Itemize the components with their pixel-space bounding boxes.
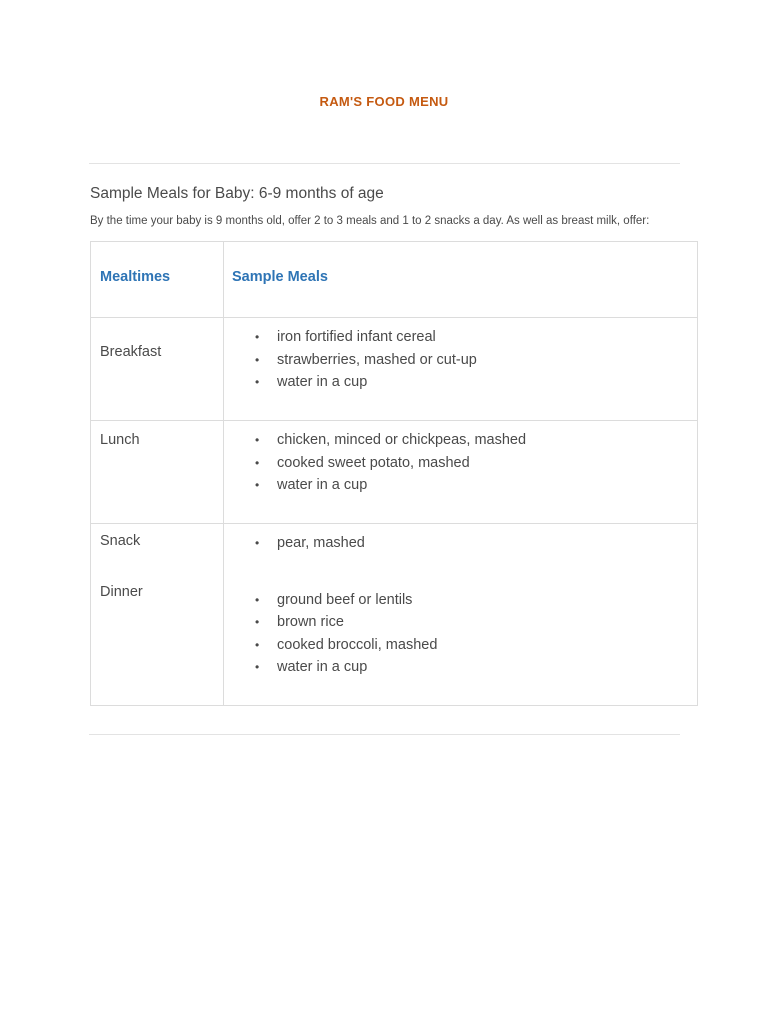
table-row-snack-dinner (91, 524, 698, 706)
list-item: • iron fortified infant cereal (255, 326, 696, 349)
meals-cell (224, 524, 698, 706)
section-heading: Sample Meals for Baby: 6-9 months of age (90, 185, 384, 202)
header-mealtimes: Mealtimes (100, 269, 171, 285)
mealtime-dinner: Dinner (100, 584, 143, 600)
mealtime-breakfast: Breakfast (100, 344, 162, 360)
lunch-list (225, 422, 696, 497)
meal-table (90, 241, 698, 706)
table-row-breakfast (91, 318, 698, 421)
divider-bottom (89, 734, 680, 735)
list-item: • ground beef or lentils (255, 589, 696, 612)
list-item: • water in a cup (255, 656, 696, 679)
document-title: RAM'S FOOD MENU (319, 94, 449, 109)
table-header-row (91, 242, 698, 318)
intro-text: By the time your baby is 9 months old, offer 2 to 3 meals and 1 to 2 snacks a day. As well as breast milk, offer: (90, 215, 650, 227)
table-row-lunch (91, 421, 698, 524)
mealtime-cell (91, 421, 224, 524)
list-item: • cooked broccoli, mashed (255, 634, 696, 657)
mealtime-cell (91, 524, 224, 706)
divider-top (89, 163, 680, 164)
list-item: • brown rice (255, 611, 696, 634)
list-item: • cooked sweet potato, mashed (255, 452, 696, 475)
meals-cell (224, 421, 698, 524)
dinner-list (225, 555, 696, 679)
snack-list (225, 525, 696, 555)
header-sample-meals: Sample Meals (232, 269, 328, 285)
mealtime-cell (91, 318, 224, 421)
mealtime-snack: Snack (100, 533, 141, 549)
list-item: • chicken, minced or chickpeas, mashed (255, 429, 696, 452)
list-item: • pear, mashed (255, 532, 696, 555)
header-cell-mealtimes (91, 242, 224, 318)
header-cell-sample-meals (224, 242, 698, 318)
list-item: • water in a cup (255, 474, 696, 497)
breakfast-list (225, 319, 696, 394)
meals-cell (224, 318, 698, 421)
list-item: • strawberries, mashed or cut-up (255, 349, 696, 372)
list-item: • water in a cup (255, 371, 696, 394)
mealtime-lunch: Lunch (100, 432, 140, 448)
